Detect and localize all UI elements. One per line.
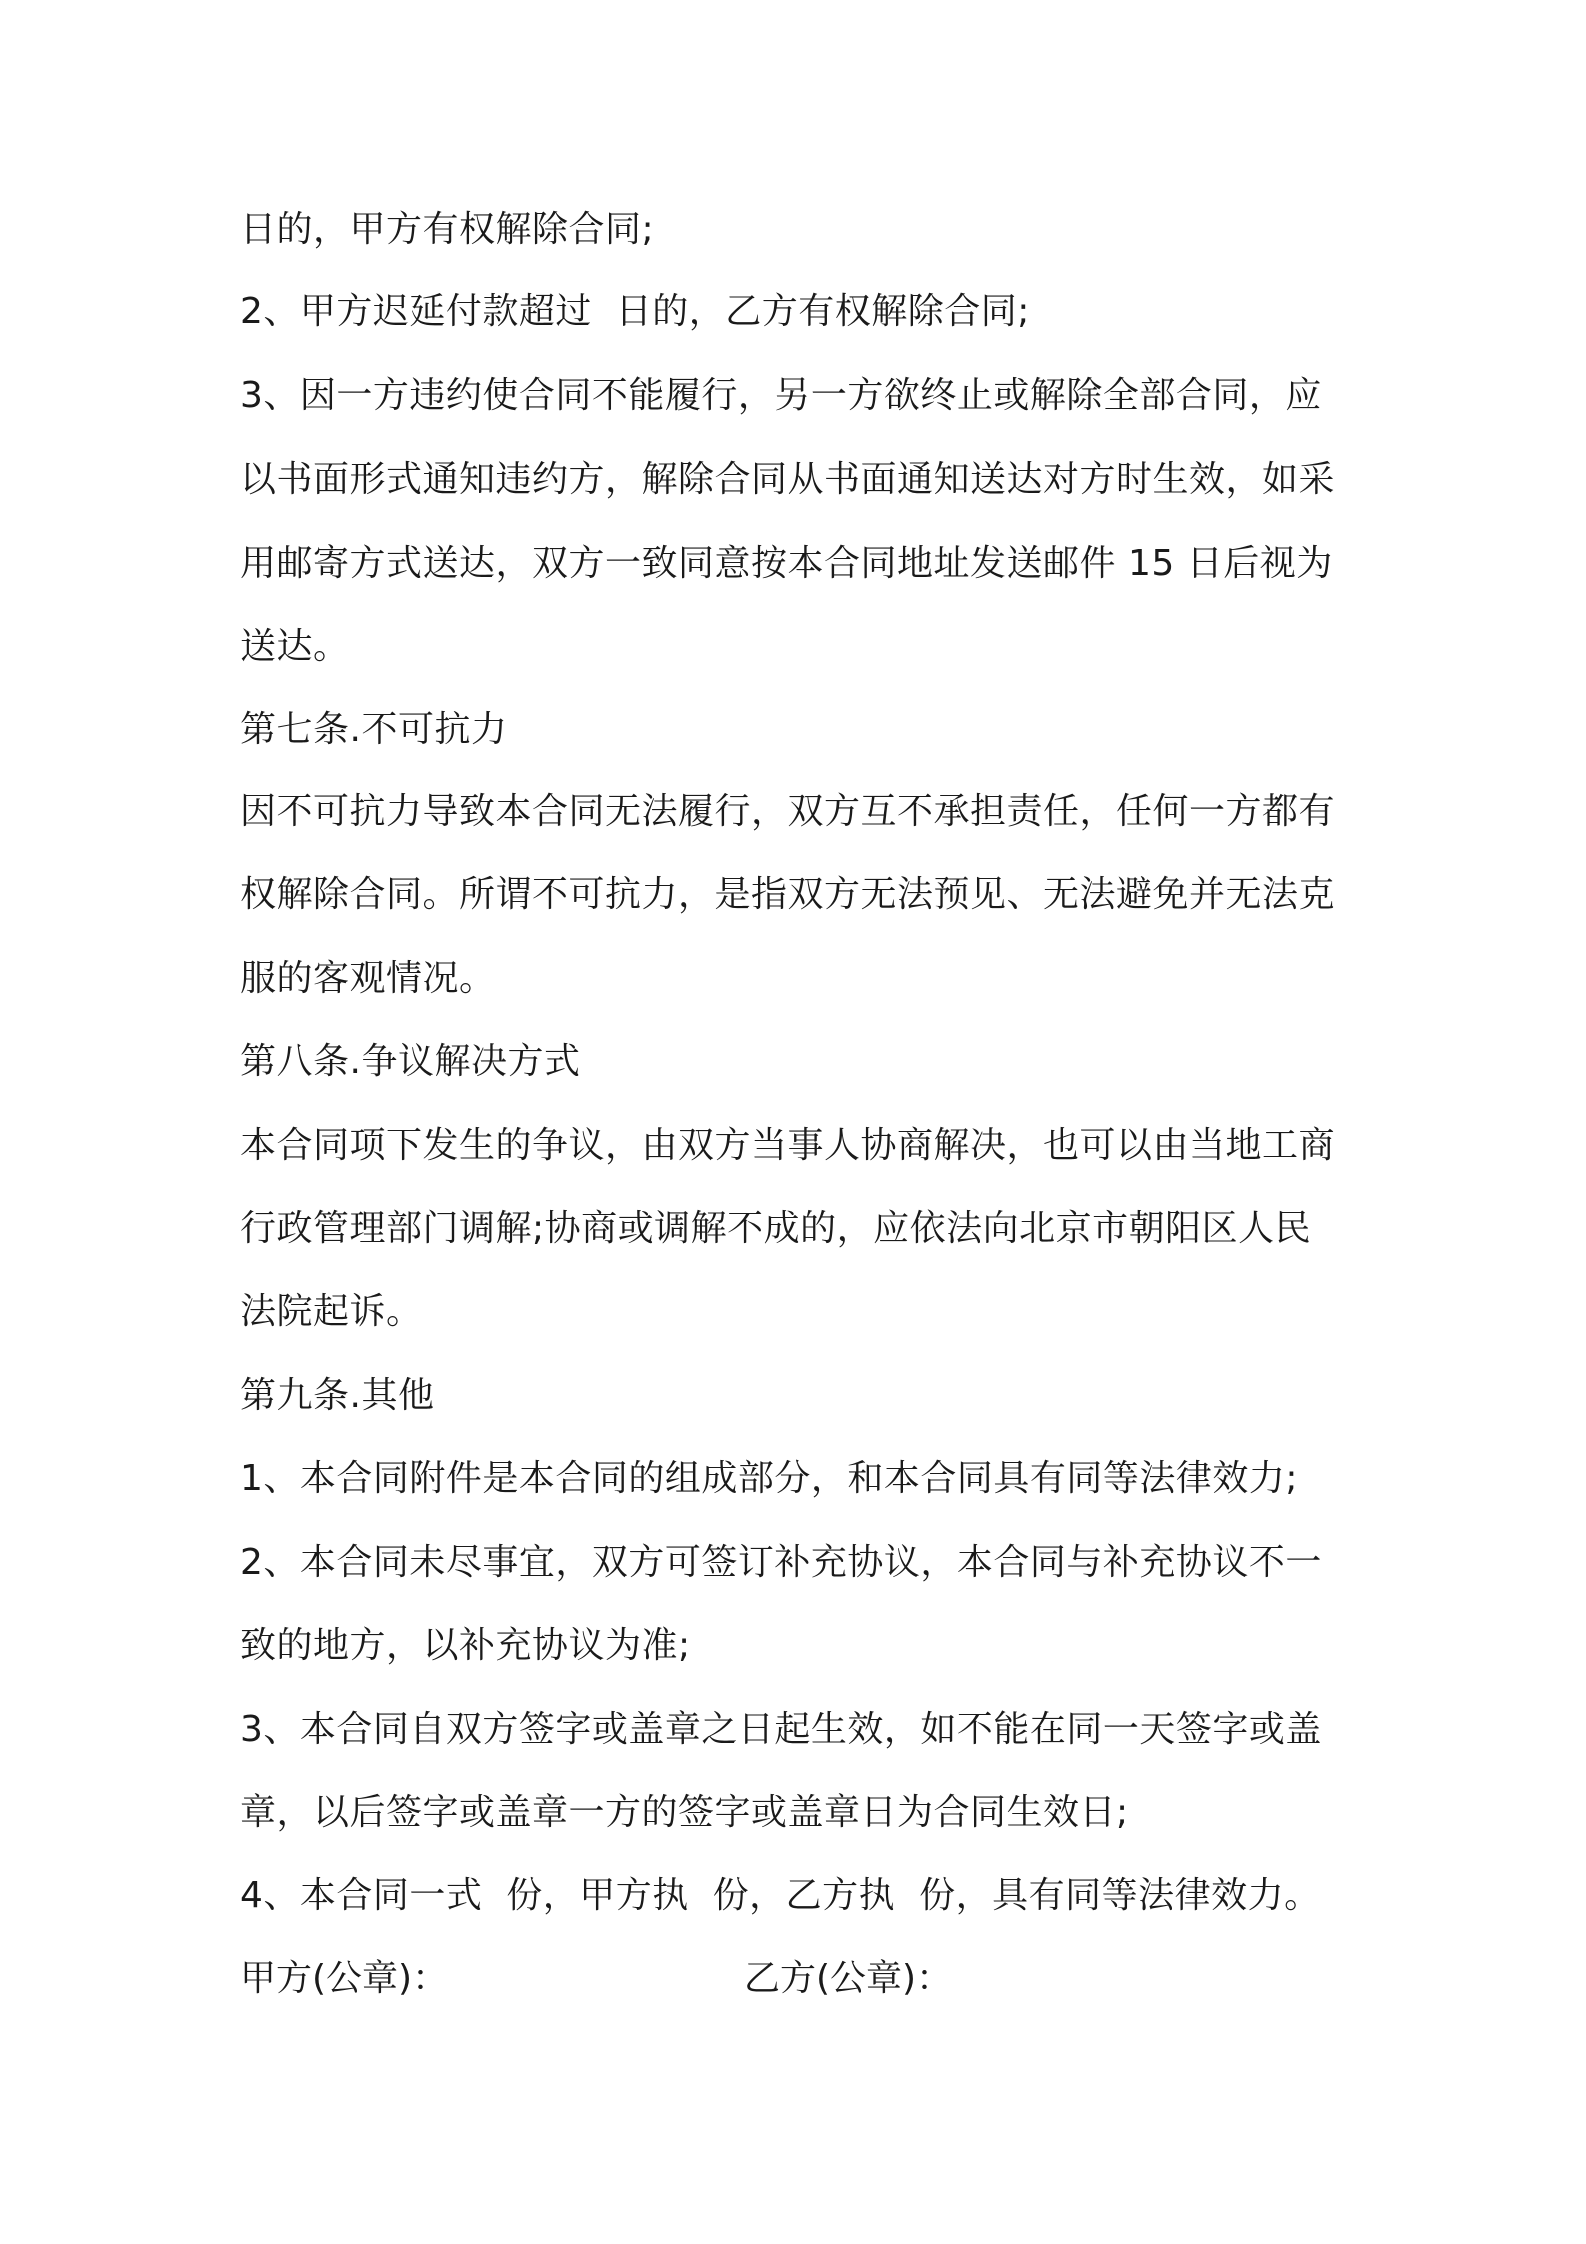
text-line: 3、因一方违约使合同不能履行，另一方欲终止或解除全部合同，应 [240,375,1322,416]
text-line: 以书面形式通知违约方，解除合同从书面通知送达对方时生效，如采 [240,459,1336,500]
text-line: 3、本合同自双方签字或盖章之日起生效，如不能在同一天签字或盖 [240,1709,1322,1750]
party-a-seal-label: 甲方(公章)： [240,1958,449,1999]
text-line: 用邮寄方式送达，双方一致同意按本合同地址发送邮件 15 日后视为 [240,543,1333,584]
text-line: 法院起诉。 [240,1291,423,1332]
text-line: 章，以后签字或盖章一方的签字或盖章日为合同生效日; [240,1792,1129,1833]
section-heading: 第九条.其他 [240,1375,435,1416]
text-line: 日的，甲方有权解除合同; [240,209,655,250]
text-line: 2、甲方迟延付款超过 日的，乙方有权解除合同; [240,291,1030,332]
text-line: 权解除合同。所谓不可抗力，是指双方无法预见、无法避免并无法克 [240,874,1336,915]
text-line: 1、本合同附件是本合同的组成部分，和本合同具有同等法律效力; [240,1458,1299,1499]
party-b-seal-label: 乙方(公章)： [744,1958,953,1999]
section-heading: 第八条.争议解决方式 [240,1041,581,1082]
section-heading: 第七条.不可抗力 [240,709,508,750]
text-line: 行政管理部门调解;协商或调解不成的，应依法向北京市朝阳区人民 [240,1208,1312,1249]
text-line: 送达。 [240,626,350,667]
text-line: 4、本合同一式 份，甲方执 份，乙方执 份，具有同等法律效力。 [240,1875,1321,1916]
text-line: 因不可抗力导致本合同无法履行，双方互不承担责任，任何一方都有 [240,791,1336,832]
text-line: 致的地方，以补充协议为准; [240,1625,691,1666]
text-line: 本合同项下发生的争议，由双方当事人协商解决，也可以由当地工商 [240,1125,1336,1166]
text-line: 2、本合同未尽事宜，双方可签订补充协议，本合同与补充协议不一 [240,1542,1322,1583]
text-line: 服的客观情况。 [240,958,496,999]
